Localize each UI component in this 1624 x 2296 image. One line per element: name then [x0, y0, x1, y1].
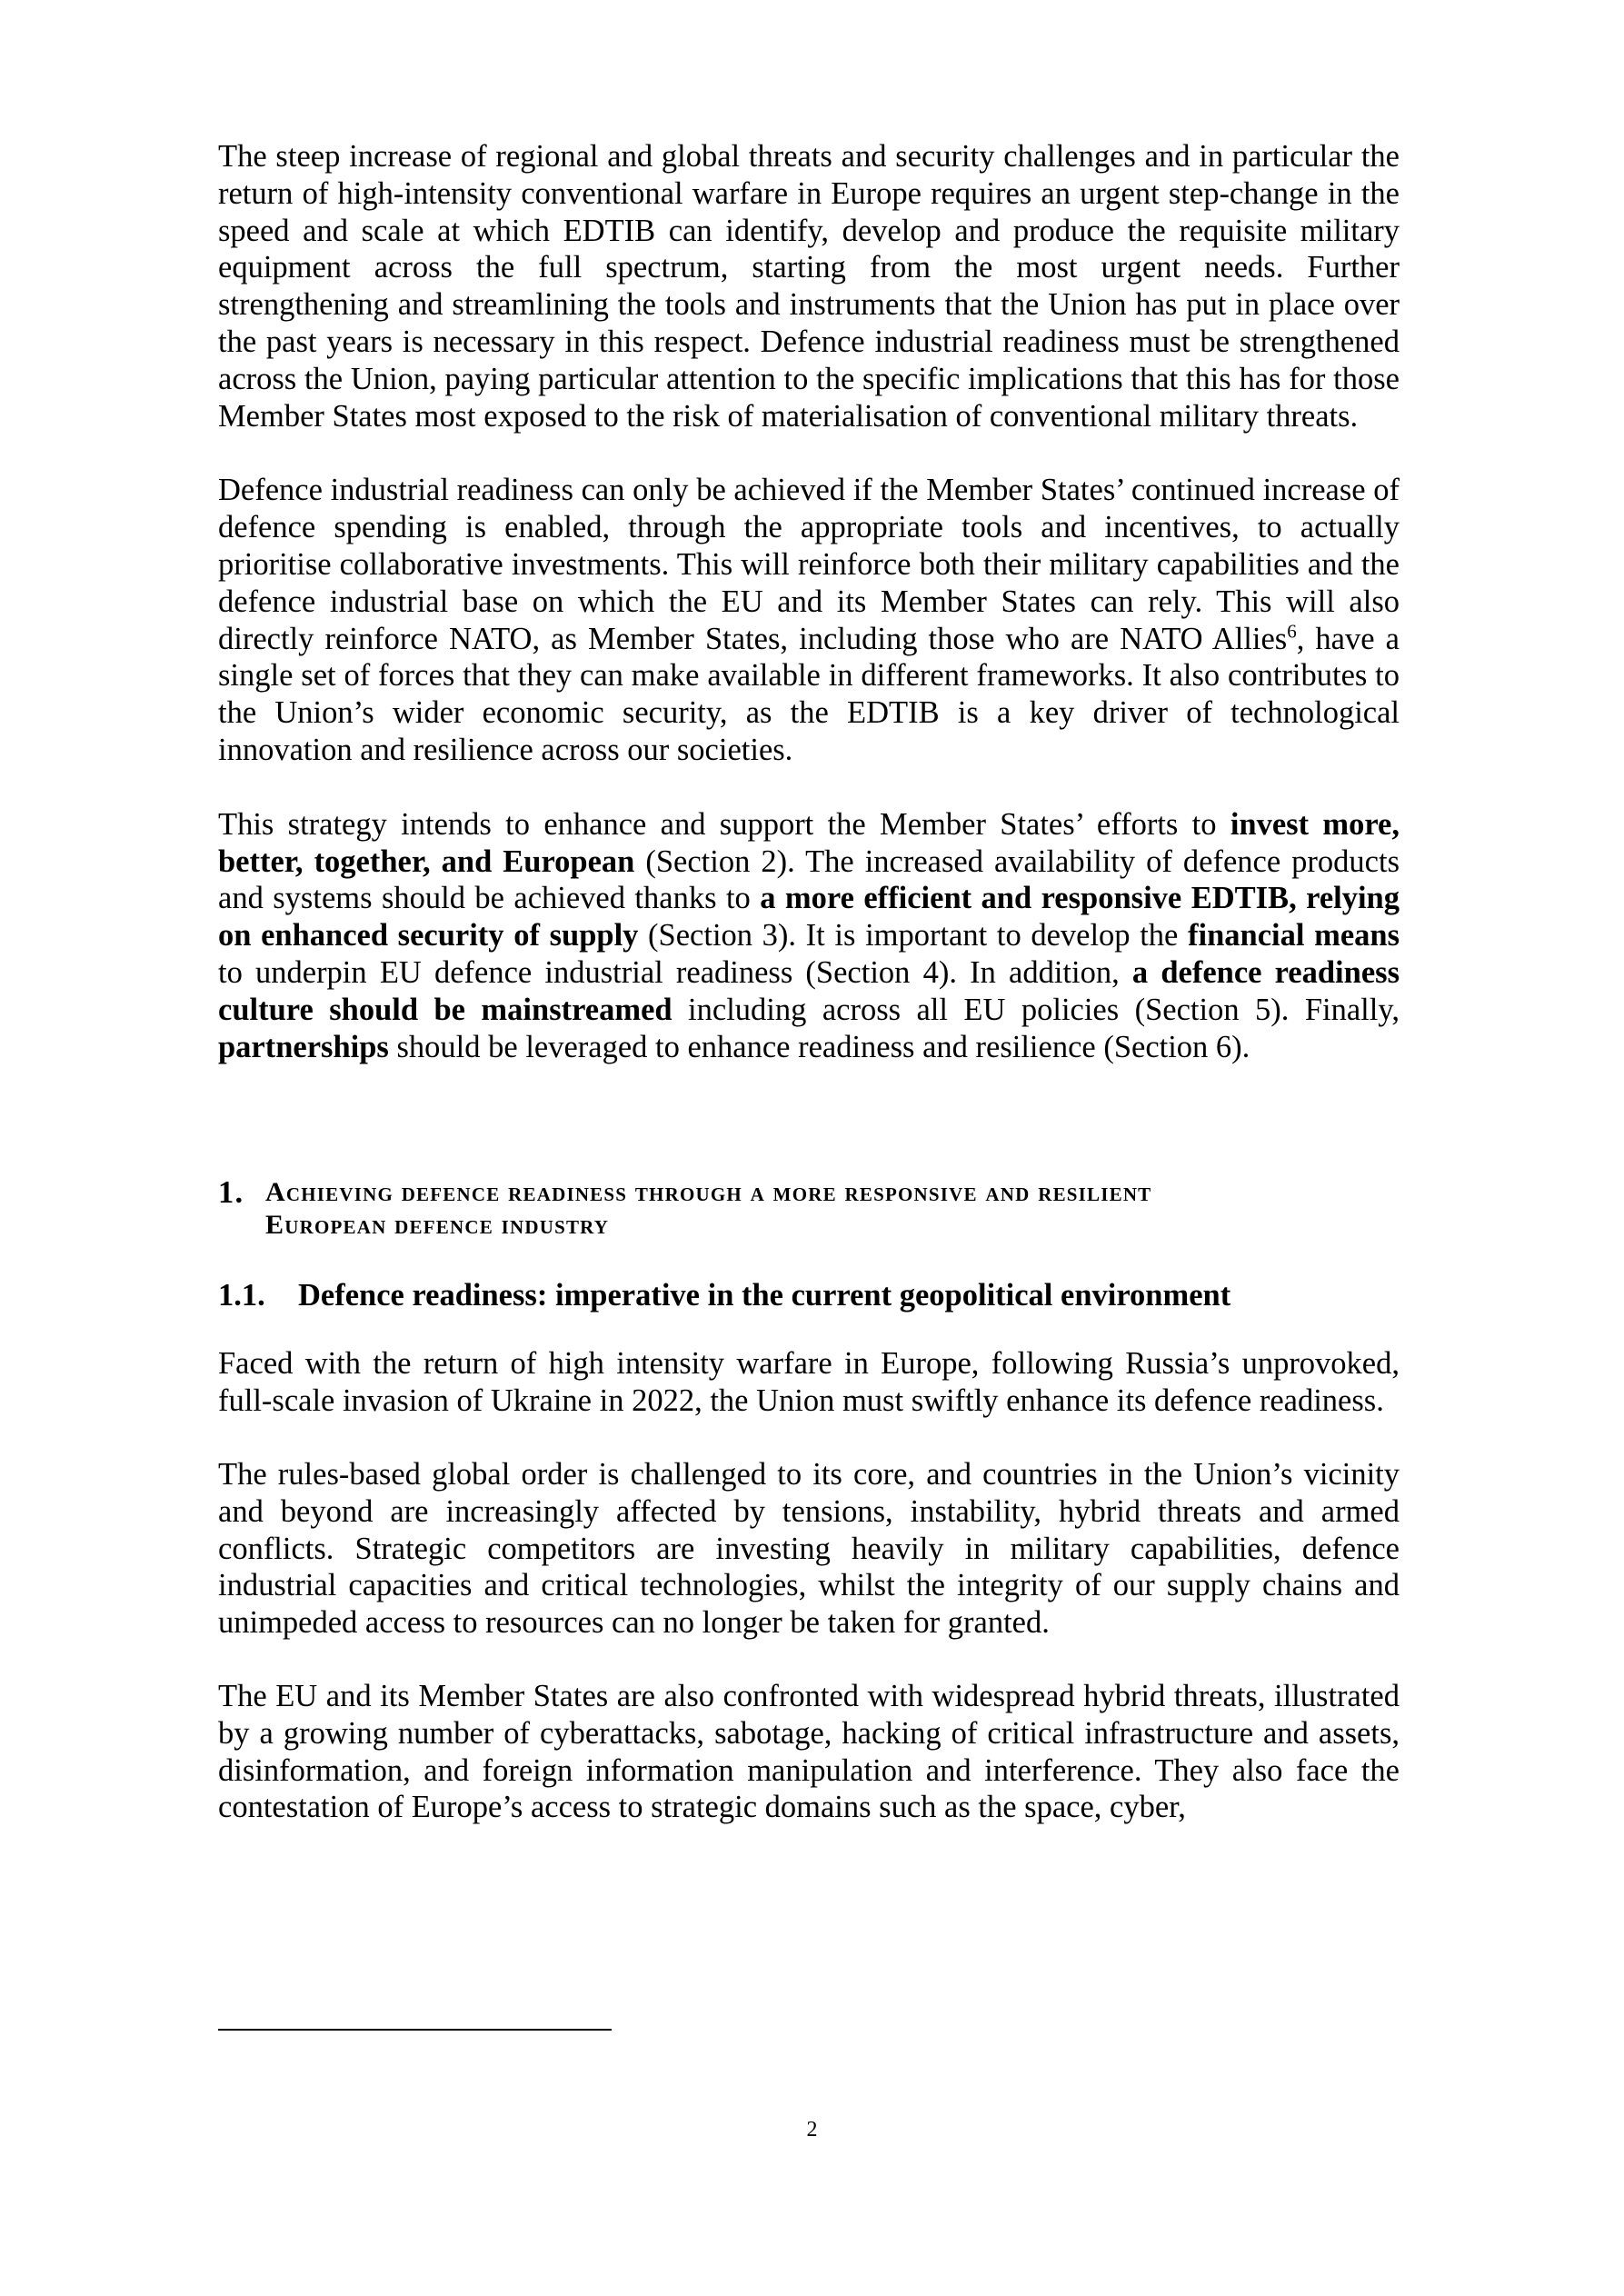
paragraph-text: Defence industrial readiness can only be achieved if the Member States’ continued increase of defence spending is enabled, through the appropriate tools and incentives, to actually prioritise collaborative investments. This will reinforce both their military capabilities and the defence industrial base on which the EU and its Member States can rely. This will also directly reinforce NATO, as Member States, including those who are NATO Allies	[218, 473, 1400, 656]
bold-phrase: a more efficient and responsive EDTIB, relying on enhanced security of supply	[218, 881, 1400, 953]
paragraph-text: (Section 3). It is important to develop the	[638, 918, 1188, 953]
section-number: 1.	[218, 1175, 244, 1211]
paragraph-text: to underpin EU defence industrial readiness (Section 4). In addition,	[218, 954, 1132, 990]
bold-phrase: invest more, better, together, and European	[218, 806, 1400, 879]
bold-phrase: financial means	[1188, 918, 1400, 953]
paragraph-text: should be leveraged to enhance readiness and resilience (Section 6).	[388, 1029, 1250, 1064]
page-content	[218, 138, 1400, 1826]
section-title-line-2: European defence industry	[265, 1210, 610, 1241]
footnote-reference[interactable]: 6	[1287, 620, 1297, 643]
paragraph-defence-industrial-readiness	[218, 472, 1400, 768]
paragraph-text: including across all EU policies (Section 5). Finally,	[672, 992, 1400, 1027]
bold-phrase: partnerships	[218, 1029, 389, 1064]
paragraph-strategy-intent	[218, 806, 1400, 1066]
page-number: 2	[806, 2118, 818, 2141]
paragraph-high-intensity-warfare: Faced with the return of high intensity warfare in Europe, following Russia’s unprovoked, full-scale invasion of Ukraine in 2022, the Union must swiftly enhance its defence readiness.	[218, 1346, 1400, 1419]
paragraph-steep-increase: The steep increase of regional and global threats and security challenges and in particular the return of high-intensity conventional warfare in Europe requires an urgent step-change in the speed and scale at which EDTIB can identify, develop and produce the requisite military equipment across the full spectrum, starting from the most urgent needs. Further strengthening and streamlining the tools and instruments that the Union has put in place over the past years is necessary in this respect. Defence industrial readiness must be strengthened across the Union, paying particular attention to the specific implications that this has for those Member States most exposed to the risk of materialisation of conventional military threats.	[218, 139, 1400, 434]
bold-phrase: a defence readiness culture should be mainstreamed	[218, 954, 1400, 1027]
subsection-title: Defence readiness: imperative in the current geopolitical environment	[298, 1278, 1231, 1313]
paragraph-text: , have a single set of forces that they can make available in different frameworks. It also contributes to the Union’s wider economic security, as the EDTIB is a key driver of technological innovation and resilience across our societies.	[218, 621, 1400, 767]
paragraph-hybrid-threats: The EU and its Member States are also confronted with widespread hybrid threats, illustrated by a growing number of cyberattacks, sabotage, hacking of critical infrastructure and assets, disinformation, and foreign information manipulation and interference. They also face the contestation of Europe’s access to strategic domains such as the space, cyber,	[218, 1678, 1400, 1825]
section-heading-1	[218, 1176, 1400, 1242]
paragraph-rules-based-order: The rules-based global order is challenged to its core, and countries in the Union’s vicinity and beyond are increasingly affected by tensions, instability, hybrid threats and armed conflicts. Strategic competitors are investing heavily in military capabilities, defence industrial capacities and critical technologies, whilst the integrity of our supply chains and unimpeded access to resources can no longer be taken for granted.	[218, 1456, 1400, 1641]
paragraph-text: (Section 2). The increased availability of defence products and systems should be achieved thanks to	[218, 844, 1400, 916]
footnote-separator	[218, 2029, 612, 2031]
section-title-line-1: achieving defence readiness through a more responsive and resilient	[265, 1177, 1152, 1208]
subsection-heading-1-1	[218, 1276, 1400, 1314]
paragraph-text: This strategy intends to enhance and support the Member States’ efforts to	[218, 806, 1230, 842]
subsection-number: 1.1.	[218, 1278, 265, 1313]
